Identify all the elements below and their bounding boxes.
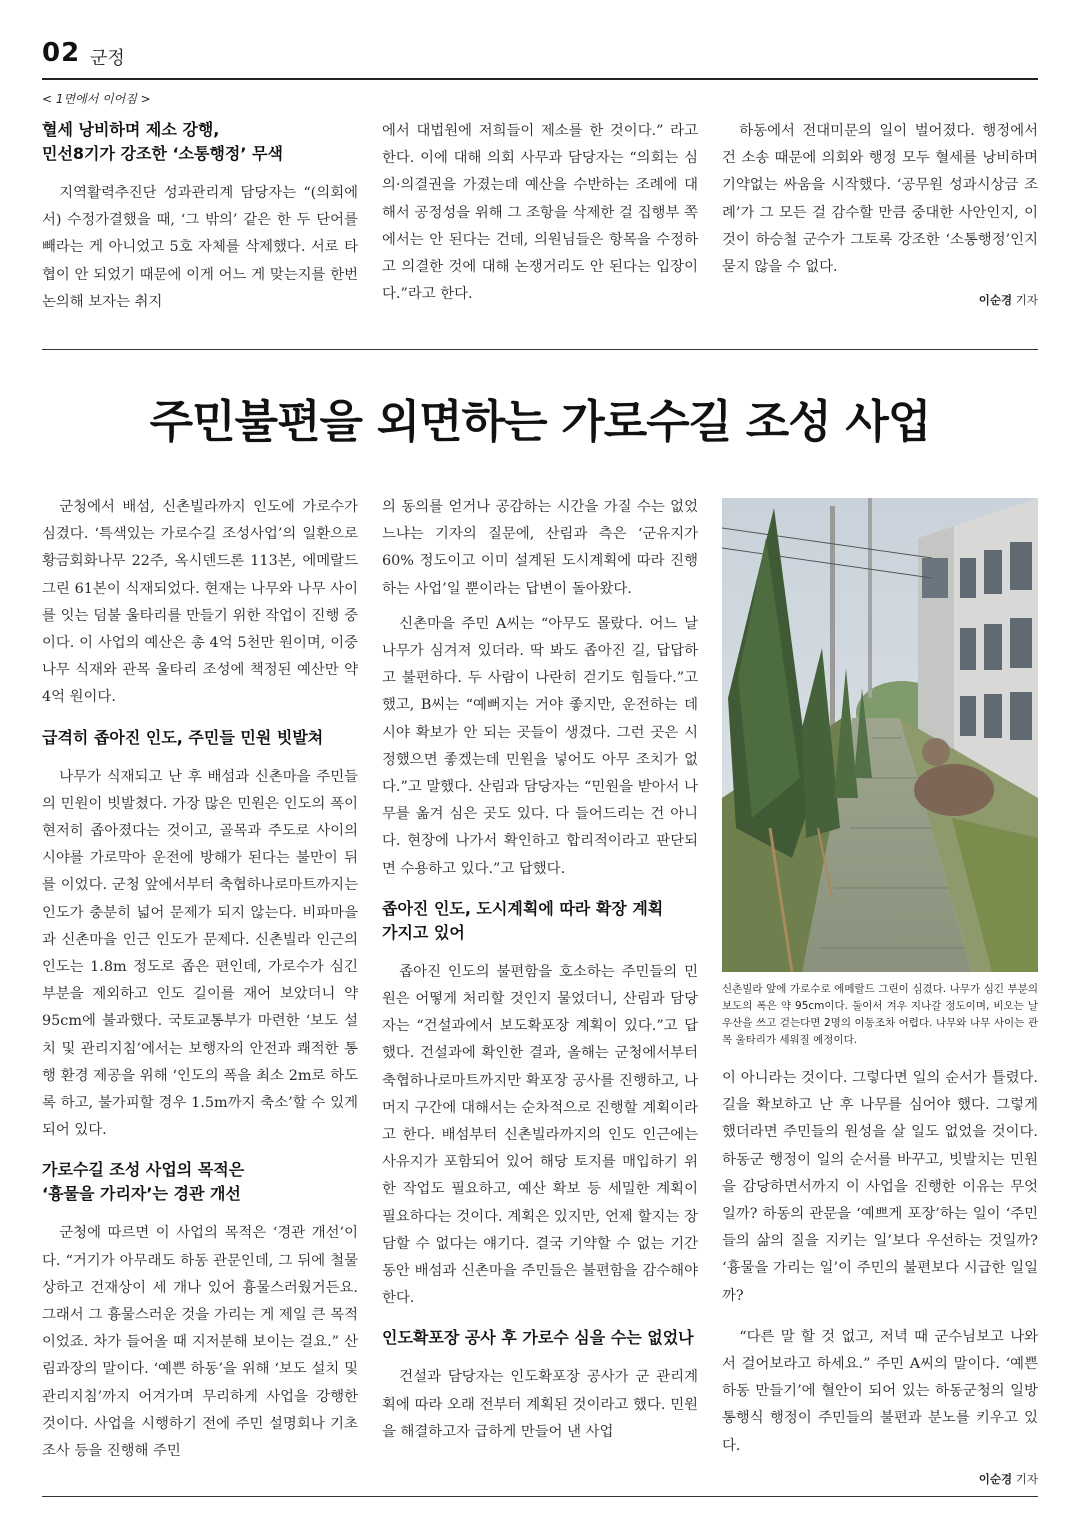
page-number: 02 bbox=[42, 38, 81, 68]
subheading-line1: 가로수길 조성 사업의 목적은 bbox=[42, 1160, 245, 1180]
photo-caption: 신촌빌라 앞에 가로수로 에메랄드 그린이 심겼다. 나무가 심긴 부분의 보도의 폭은 약 95cm이다. 둘이서 겨우 지나갈 정도이며, 비오는 날 우산을 쓰고 걷는다면 2명의 이동조차 어렵다. 나무와 나무 사이는 관목 울타리가 세워질 예정이다. bbox=[722, 983, 1038, 1046]
footer-divider bbox=[42, 1496, 1038, 1497]
reporter-name: 이순경 bbox=[978, 293, 1013, 308]
article2-paragraph: 이 아니라는 것이다. 그렇다면 일의 순서가 틀렸다. 길을 확보하고 난 후 나무를 심어야 했다. 그렇게 했더라면 주민들의 원성을 살 일도 없었을 것이다. 하동군 행정이 일의 순서를 바꾸고, 빗발치는 민원을 감당하면서까지 이 사업을 진행한 이유는 무엇일까? 하동의 관문을 ‘예쁘게 포장’하는 일이 ‘주민들의 삶의 질을 지키는 일’보다 우선하는 것일까? ‘흉물을 가리는 일’이 주민의 불편보다 시급한 일일까? bbox=[722, 1070, 1038, 1304]
article1-col2 bbox=[382, 118, 698, 308]
reporter-name: 이순경 bbox=[978, 1471, 1013, 1486]
article1-col1 bbox=[42, 118, 358, 316]
article2-paragraph: 나무가 식재되고 난 후 배섬과 신촌마을 주민들의 민원이 빗발쳤다. 가장 많은 민원은 인도의 폭이 현저히 좁아졌다는 것이고, 골목과 주도로 사이의 시야를 가로막아 운전에 방해가 된다는 불만이 뒤를 이었다. 군청 앞에서부터 축협하나로마트까지는 인도가 충분히 넓어 문제가 되지 않는다. 비파마을과 신촌마을 인근 인도가 문제다. 신촌빌라 인근의 인도는 1.8m 정도로 좁은 편인데, 가로수가 심긴 부분을 제외하고 인도 길이를 재어 보았더니 약 95cm에 불과했다. 국토교통부가 마련한 ‘보도 설치 및 관리지침’에서는 보행자의 안전과 쾌적한 통행 환경 제공을 위해 ‘인도의 폭을 최소 2m로 하도록 하고, 불가피할 경우 1.5m까지 축소’할 수 있게 되어 있다. bbox=[42, 768, 358, 1139]
article1-headline-line1: 혈세 낭비하며 제소 강행, bbox=[42, 120, 220, 139]
article1-headline-line2: 민선8기가 강조한 ‘소통행정’ 무색 bbox=[42, 144, 283, 163]
subheading-line2: ‘흉물을 가리자’는 경관 개선 bbox=[42, 1184, 241, 1204]
subheading: 급격히 좁아진 인도, 주민들 민원 빗발쳐 bbox=[42, 727, 324, 747]
subheading: 인도확포장 공사 후 가로수 심을 수는 없었나 bbox=[382, 1328, 694, 1348]
street-tree-photo bbox=[722, 498, 1038, 972]
continued-note: < 1면에서 이어짐 > bbox=[42, 92, 151, 106]
section-name: 군정 bbox=[90, 48, 125, 69]
subheading-line1: 좁아진 인도, 도시계획에 따라 확장 계획 bbox=[382, 898, 664, 918]
article2-paragraph: 좁아진 인도의 불편함을 호소하는 주민들의 민원은 어떻게 처리할 것인지 물었더니, 산림과 담당자는 “건설과에서 보도확포장 계획이 있다.”고 답했다. 건설과에 확인한 결과, 올해는 군청에서부터 축협하나로마트까지만 확포장 공사를 진행하고, 나머지 구간에 대해서는 순차적으로 진행할 계획이라고 한다. 배섬부터 신촌빌라까지의 인도 인근에는 사유지가 포함되어 있어 해당 토지를 매입하기 위한 작업도 필요하고, 예산 확보 등 세밀한 계획이 필요하다는 것이다. 계획은 있지만, 언제 할지는 장담할 수 없다는 얘기다. 결국 기약할 수 없는 기간 동안 배섬과 신촌마을 주민들은 불편함을 감수해야 한다. bbox=[382, 963, 698, 1307]
article1-col3 bbox=[722, 118, 1038, 314]
reporter-title: 기자 bbox=[1015, 293, 1038, 308]
article2-paragraph: “다른 말 할 것 없고, 저녁 때 군수님보고 나와서 걸어보라고 하세요.” 주민 A씨의 말이다. ‘예쁜 하동 만들기’에 혈안이 되어 있는 하동군청의 일방통행식 행정이 주민들의 불편과 분노를 키우고 있다. bbox=[722, 1328, 1038, 1454]
article2-paragraph: 군청에서 배섬, 신촌빌라까지 인도에 가로수가 심겼다. ‘특색있는 가로수길 조성사업’의 일환으로 황금회화나무 22주, 옥시덴드론 113본, 에메랄드그린 61본이 식재되었다. 현재는 나무와 나무 사이를 잇는 덤불 울타리를 만들기 위한 작업이 진행 중이다. 이 사업의 예산은 총 4억 5천만 원이며, 이중 나무 식재와 관목 울타리 조성에 책정된 예산만 약 4억 원이다. bbox=[42, 499, 358, 706]
subheading-line2: 가지고 있어 bbox=[382, 922, 465, 942]
article2-byline bbox=[722, 1466, 1038, 1493]
page-header bbox=[42, 28, 1038, 80]
article1-paragraph: 하동에서 전대미문의 일이 벌어졌다. 행정에서 건 소송 때문에 의회와 행정 모두 혈세를 낭비하며 기약없는 싸움을 시작했다. ‘공무원 성과시상금 조례’가 그 모든 걸 감수할 만큼 중대한 사안인지, 이것이 하승철 군수가 그토록 강조한 ‘소통행정’인지 묻지 않을 수 없다. bbox=[722, 123, 1038, 276]
article2-paragraph: 의 동의를 얻거나 공감하는 시간을 가질 수는 없었느냐는 기자의 질문에, 산림과 측은 ‘군유지가 60% 정도이고 이미 설계된 도시계획에 따라 진행하는 사업’일 뿐이라는 답변이 돌아왔다. bbox=[382, 499, 698, 597]
article1-byline bbox=[722, 287, 1038, 314]
section-divider bbox=[42, 349, 1038, 350]
article2-paragraph: 군청에 따르면 이 사업의 목적은 ‘경관 개선’이다. “거기가 아무래도 하동 관문인데, 그 뒤에 철물상하고 건재상이 세 개나 있어 흉물스러웠거든요. 그래서 그 흉물스러운 것을 가리는 게 제일 큰 목적이었죠. 차가 들어올 때 지저분해 보이는 걸요.” 산림과장의 말이다. ‘예쁜 하동’을 위해 ‘보도 설치 및 관리지침’까지 어겨가며 무리하게 사업을 강행한 것이다. 사업을 시행하기 전에 주민 설명회나 기초조사 등을 진행해 주민 bbox=[42, 1225, 358, 1460]
article1-paragraph: 지역활력추진단 성과관리계 담당자는 “(의회에서) 수정가결했을 때, ‘그 밖의’ 같은 한 두 단어를 빼라는 게 아니었고 5호 자체를 삭제했다. 서로 타협이 안 되었기 때문에 이게 어느 게 맞는지를 한번 논의해 보자는 취지 bbox=[42, 185, 358, 310]
article2-col3 bbox=[722, 1065, 1038, 1493]
article2-paragraph: 신촌마을 주민 A씨는 “아무도 몰랐다. 어느 날 나무가 심겨져 있더라. 딱 봐도 좁아진 길, 답답하고 불편하다. 두 사람이 나란히 걷기도 힘들다.”고 했고, B씨는 “예뻐지는 거야 좋지만, 운전하는 데 시야 확보가 안 되는 곳들이 생겼다. 그런 곳은 시정했으면 좋겠는데 민원을 넣어도 아무 조치가 없다.”고 말했다. 산림과 담당자는 “민원을 받아서 나무를 옮겨 심은 곳도 있다. 다 들어드리는 건 아니다. 현장에 나가서 확인하고 합리적이라고 판단되면 수용하고 있다.”고 답했다. bbox=[382, 615, 698, 877]
article1-paragraph: 에서 대법원에 저희들이 제소를 한 것이다.” 라고 한다. 이에 대해 의회 사무과 담당자는 “의회는 심의·의결권을 가졌는데 예산을 수반하는 조례에 대해서 공정성을 위해 그 조항을 삭제한 걸 집행부 쪽에서는 안 된다는 건데, 의원님들은 항목을 수정하고 의결한 것에 대해 논쟁거리도 안 된다는 입장이다.”라고 한다. bbox=[382, 123, 698, 303]
article2-col2 bbox=[382, 494, 698, 1446]
article2-col1 bbox=[42, 494, 358, 1465]
article2-title: 주민불편을 외면하는 가로수길 조성 사업 bbox=[149, 395, 931, 448]
article2-paragraph: 건설과 담당자는 인도확포장 공사가 군 관리계획에 따라 오래 전부터 계획된 것이라고 했다. 민원을 해결하고자 급하게 만들어 낸 사업 bbox=[382, 1369, 698, 1440]
reporter-title: 기자 bbox=[1015, 1471, 1038, 1486]
